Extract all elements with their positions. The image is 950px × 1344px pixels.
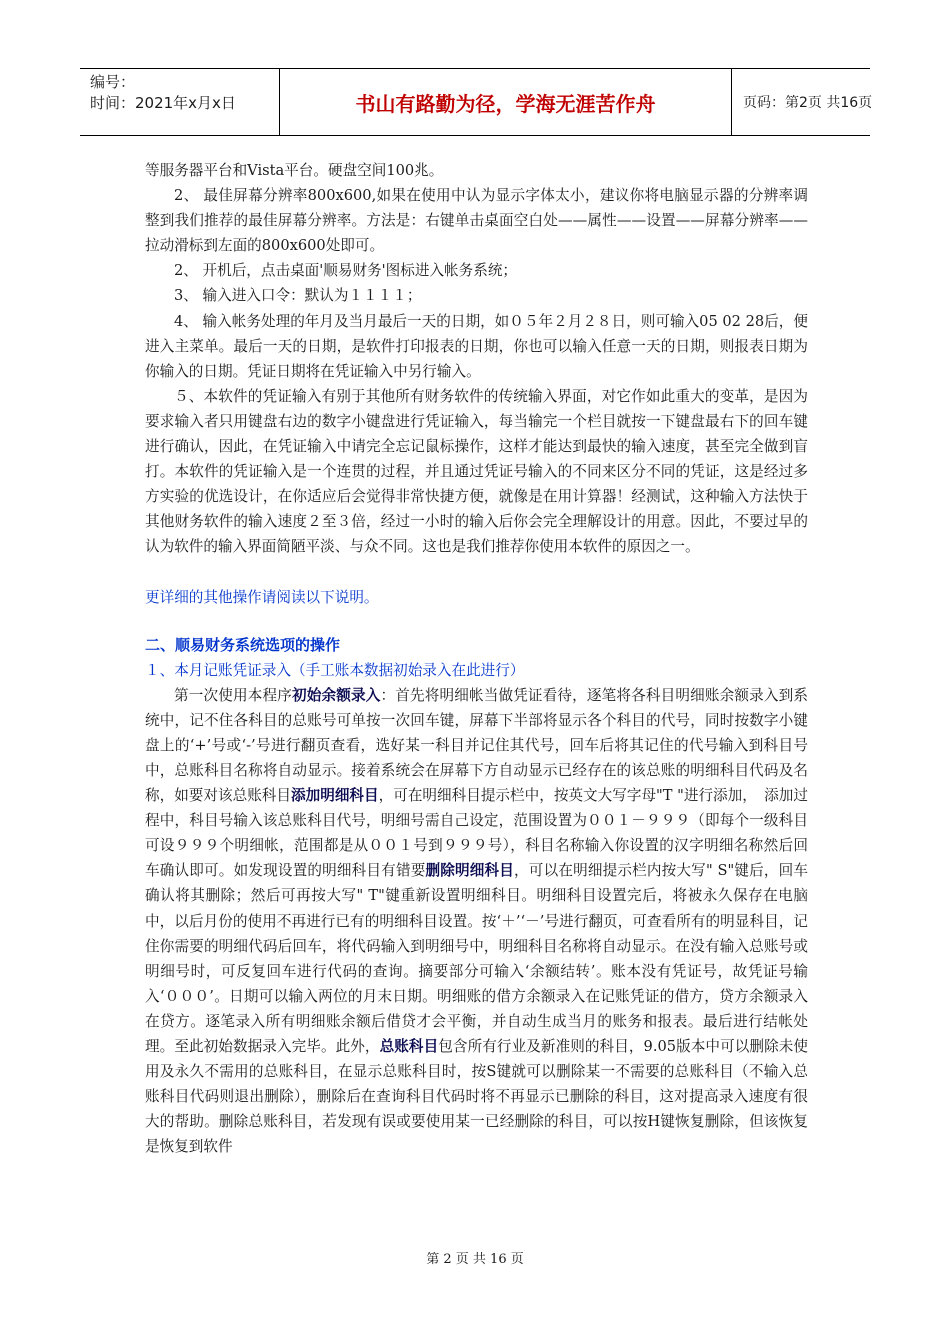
paragraph: 4、 输入帐务处理的年月及当月最后一天的日期，如０５年２月２８日，则可输入05 02 28后，便进入主菜单。最后一天的日期，是软件打印报表的日期，你也可以输入任意一天的日期，则报表日期为你输入的日期。凭证日期将在凭证输入中另行输入。 <box>145 312 808 380</box>
page-footer: 第 2 页 共 16 页 <box>426 1252 524 1267</box>
paragraph: 2、 开机后，点击桌面'顺易财务'图标进入帐务系统； <box>174 262 518 280</box>
text-run: ，可以在明细提示栏内按大写" S"键后，回车确认将其删除；然后可再按大写" T"键重新设置明细科目。明细科目设置完后，将被永久保存在电脑中，以后月份的使用不再进行已有的明细科目设置。按‘＋’‘－’号进行翻页，可查看所有的明显科目，记住你需要的明细代码后回车，将代码输入到明细号中，明细科目名称将自动显示。在没有输入总账号或明细号时，可反复回车进行代码的查询。摘要部分可输入‘余额结转’。账本没有凭证号，故凭证号输入‘０００’。日期可以输入两位的月末日期。明细账的借方余额录入在记账凭证的借方，贷方余额录入在贷方。逐笔录入所有明细账余额后借贷才会平衡，并自动生成当月的账务和报表。最后进行结帐处理。至此初始数据录入完毕。此外， <box>145 862 808 1055</box>
paragraph: 2、 最佳屏幕分辨率800x600,如果在使用中认为显示字体太小，建议你将电脑显示器的分辨率调整到我们推荐的最佳屏幕分辨率。方法是：右键单击桌面空白处——属性——设置——屏幕分辨率——拉动滑标到左面的800x600处即可。 <box>145 187 808 255</box>
paragraph-initial-balance <box>145 683 808 1160</box>
document-time: 时间：2021年x月x日 <box>90 94 236 112</box>
header-page-info: 页码：第2页 共16页 <box>743 95 873 111</box>
document-number: 编号： <box>90 73 136 91</box>
text-run: ：首先将明细帐当做凭证看待，逐笔将各科目明细账余额录入到系统中，记不住各科目的总账号可单按一次回车键，屏幕下半部将显示各个科目的代号，同时按数字小键盘上的‘+’号或‘-’号进行翻页查看，选好某一科目并记住其代号，回车后将其记住的代号输入到科目号中，总账科目名称将自动显示。接着系统会在屏幕下方自动显示已经存在的该总账的明细科目代码及名称，如要对该总账科目 <box>145 686 808 805</box>
paragraph: 等服务器平台和Vista平台。硬盘空间100兆。 <box>145 162 444 179</box>
header-meta <box>80 69 280 135</box>
paragraph: 3、 输入进入口令：默认为１１１１； <box>174 287 422 305</box>
document-body <box>145 158 808 1159</box>
bold-term: 总账科目 <box>379 1038 439 1055</box>
subsection-title: １、本月记账凭证录入（手工账本数据初始录入在此进行） <box>145 661 525 679</box>
paragraph: ５、本软件的凭证输入有别于其他所有财务软件的传统输入界面，对它作如此重大的变革，是因为要求输入者只用键盘右边的数字小键盘进行凭证输入，每当输完一个栏目就按一下键盘最右下的回车键进行确认，因此，在凭证输入中请完全忘记鼠标操作，这样才能达到最快的输入速度，甚至完全做到盲打。本软件的凭证输入是一个连贯的过程，并且通过凭证号输入的不同来区分不同的凭证，这是经过多方实验的优选设计，在你适应后会觉得非常快捷方便，就像是在用计算器！经测试，这种输入方法快于其他财务软件的输入速度２至３倍，经过一小时的输入后你会完全理解设计的用意。因此，不要过早的认为软件的输入界面简陋平淡、与众不同。这也是我们推荐你使用本软件的原因之一。 <box>145 387 808 556</box>
section-title: 二、顺易财务系统选项的操作 <box>145 635 341 654</box>
header-motto: 书山有路勤为径，学海无涯苦作舟 <box>280 69 732 135</box>
bold-term: 添加明细科目 <box>291 787 379 805</box>
bold-term: 初始余额录入 <box>291 686 381 704</box>
text-run: 第一次使用本程序 <box>174 686 292 704</box>
text-run: 包含所有行业及新准则的科目，9.05版本中可以删除未使用及永久不需用的总账科目，在显示总账科目时，按S键就可以删除某一不需要的总账科目（不输入总账科目代码则退出删除），删除后在查询科目代码时将不再显示已删除的科目，这对提高录入速度有很大的帮助。删除总账科目，若发现有误或要使用某一已经删除的科目，可以按H键恢复删除，但该恢复是恢复到软件 <box>145 1038 808 1156</box>
page-header <box>80 68 873 136</box>
text-run: ，可在明细科目提示栏中，按英文大写字母"T "进行添加， 添加过程中，科目号输入该总账科目代号，明细号需自己设定，范围设置为００１－９９９（即每个一级科目可设９９９个明细帐，范围都是从００１号到９９９号），科目名称输入你设置的汉字明细名称然后回车确认即可。如发现设置的明细科目有错要 <box>145 787 808 880</box>
bold-term: 删除明细科目 <box>425 862 515 880</box>
more-info-note: 更详细的其他操作请阅读以下说明。 <box>145 588 379 606</box>
